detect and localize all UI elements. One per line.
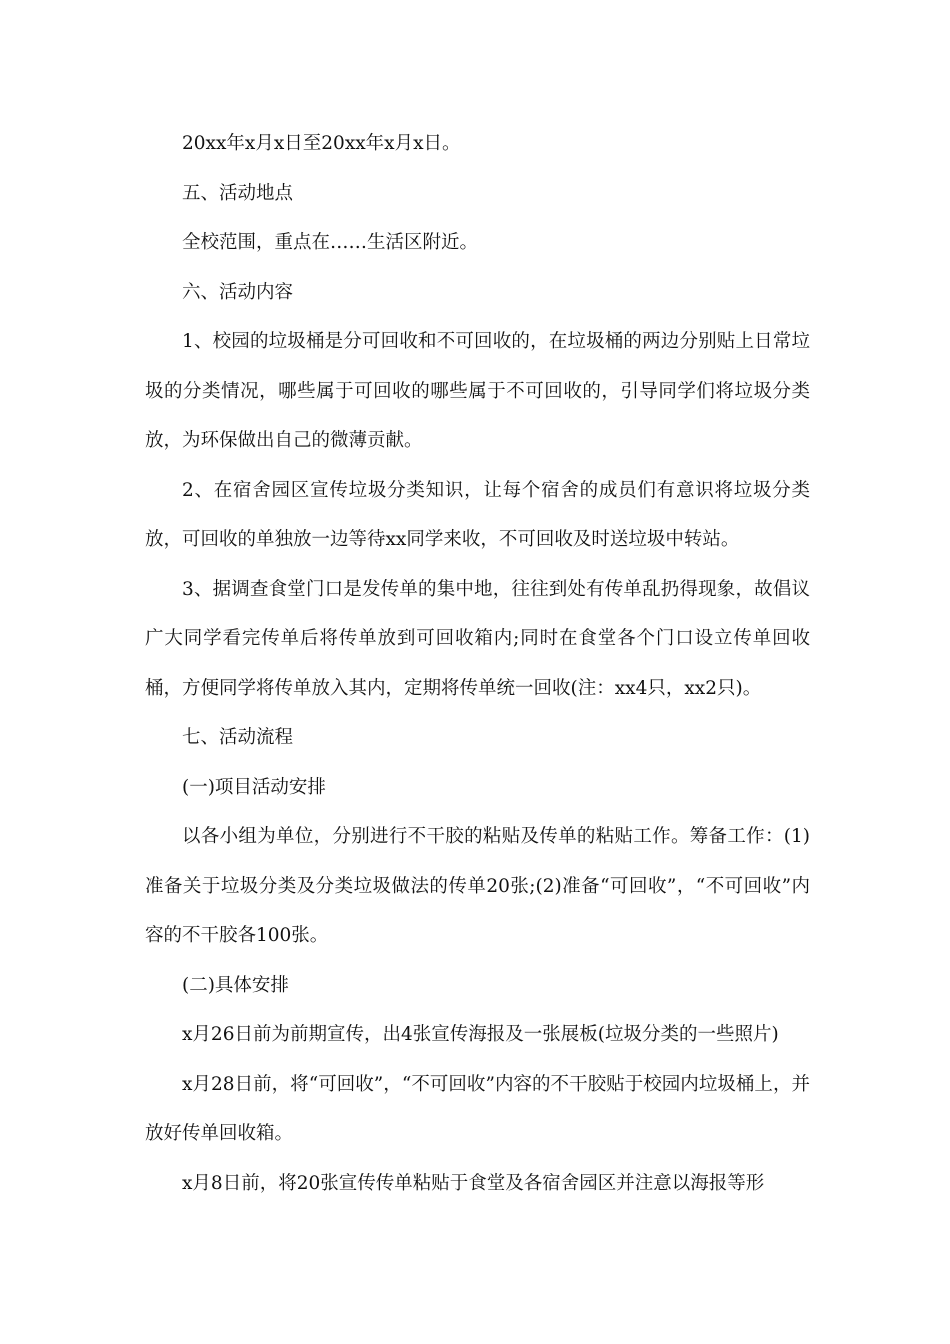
document-body bbox=[145, 119, 810, 1208]
content-item-3: 3、据调查食堂门口是发传单的集中地，往往到处有传单乱扔得现象，故倡议广大同学看完传单后将传单放到可回收箱内;同时在食堂各个门口设立传单回收桶，方便同学将传单放入其内，定期将传单统一回收(注：xx4只，xx2只)。 bbox=[145, 578, 810, 699]
schedule-item-2: x月28日前，将“可回收”，“不可回收”内容的不干胶贴于校园内垃圾桶上，并放好传单回收箱。 bbox=[145, 1073, 810, 1144]
section-heading-location: 五、活动地点 bbox=[182, 182, 294, 204]
section-heading-content: 六、活动内容 bbox=[182, 281, 294, 303]
schedule-item-1: x月26日前为前期宣传，出4张宣传海报及一张展板(垃圾分类的一些照片) bbox=[182, 1024, 779, 1045]
content-item-2: 2、在宿舍园区宣传垃圾分类知识，让每个宿舍的成员们有意识将垃圾分类放，可回收的单独放一边等待xx同学来收，不可回收及时送垃圾中转站。 bbox=[145, 479, 810, 550]
subheading-specific-arrangement: (二)具体安排 bbox=[182, 974, 289, 996]
location-paragraph: 全校范围，重点在……生活区附近。 bbox=[182, 232, 479, 253]
project-arrangement-paragraph: 以各小组为单位，分别进行不干胶的粘贴及传单的粘贴工作。筹备工作：(1)准备关于垃圾分类及分类垃圾做法的传单20张;(2)准备“可回收”，“不可回收”内容的不干胶各100张。 bbox=[145, 826, 810, 946]
content-item-1: 1、校园的垃圾桶是分可回收和不可回收的，在垃圾桶的两边分别贴上日常垃圾的分类情况，哪些属于可回收的哪些属于不可回收的，引导同学们将垃圾分类放，为环保做出自己的微薄贡献。 bbox=[145, 331, 810, 451]
section-heading-process: 七、活动流程 bbox=[182, 727, 294, 748]
date-range-paragraph: 20xx年x月x日至20xx年x月x日。 bbox=[182, 133, 461, 154]
subheading-project-arrangement: (一)项目活动安排 bbox=[182, 776, 326, 798]
schedule-item-3: x月8日前，将20张宣传传单粘贴于食堂及各宿舍园区并注意以海报等形 bbox=[182, 1172, 765, 1194]
